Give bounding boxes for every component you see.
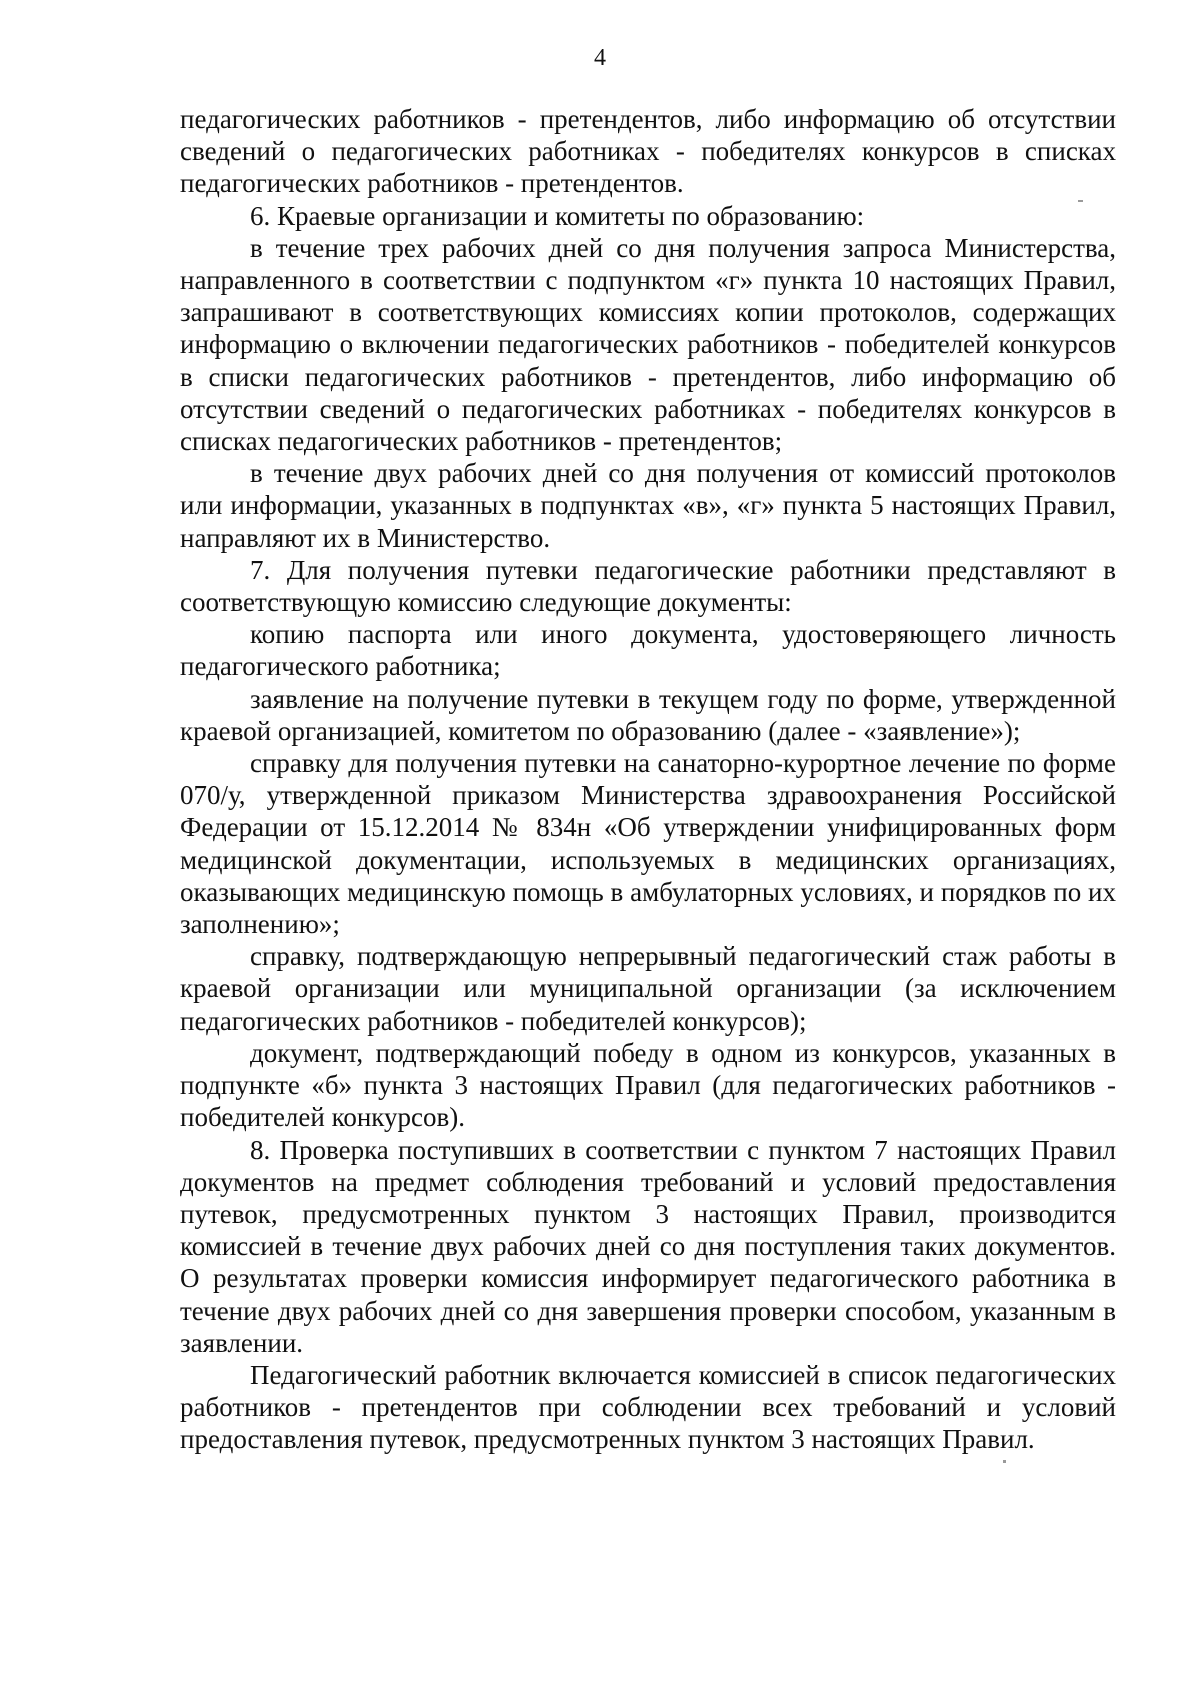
paragraph-continuation: педагогических работников - претендентов, либо информацию об отсутствии сведений о педагогических работниках - победителях конкурсов в списках педагогических работников - претендентов. xyxy=(180,104,1116,199)
scan-artifact xyxy=(1003,1460,1006,1463)
paragraph-item-6-heading: 6. Краевые организации и комитеты по образованию: xyxy=(250,200,865,231)
paragraph-application: заявление на получение путевки в текущем году по форме, утвержденной краевой организацией, комитетом по образованию (далее - «заявление»); xyxy=(180,683,1116,746)
paragraph-contest-winner-document: документ, подтверждающий победу в одном из конкурсов, указанных в подпункте «б» пункта 3 настоящих Правил (для педагогических работников - победителей конкурсов). xyxy=(180,1037,1116,1133)
paragraph-passport-copy: копию паспорта или иного документа, удостоверяющего личность педагогического работника; xyxy=(180,619,1116,682)
paragraph-item-6-request-protocols: в течение трех рабочих дней со дня получения запроса Министерства, направленного в соответствии с подпунктом «г» пункта 10 настоящих Правил, запрашивают в соответствующих комиссиях копии протоколов, содержащих информацию о включении педагогических работников - победителей конкурсов в списки педагогических работников - претендентов, либо информацию об отсутствии сведений о педагогических работниках - победителях конкурсов в списках педагогических работников - претендентов; xyxy=(180,232,1116,457)
document-body xyxy=(180,103,1116,1456)
page-number: 4 xyxy=(594,45,606,71)
paragraph-item-7-heading: 7. Для получения путевки педагогические работники представляют в соответствующую комиссию следующие документы: xyxy=(180,554,1116,618)
paragraph-work-experience-certificate: справку, подтверждающую непрерывный педагогический стаж работы в краевой организации или муниципальной организации (за исключением педагогических работников - победителей конкурсов); xyxy=(180,941,1116,1036)
paragraph-item-8-verification: 8. Проверка поступивших в соответствии с пунктом 7 настоящих Правил документов на предмет соблюдения требований и условий предоставления путевок, предусмотренных пунктом 3 настоящих Правил, производится комиссией в течение двух рабочих дней со дня поступления таких документов. О результатах проверки комиссия информирует педагогического работника в течение двух рабочих дней со дня завершения проверки способом, указанным в заявлении. xyxy=(180,1134,1116,1358)
paragraph-candidate-inclusion: Педагогический работник включается комиссией в список педагогических работников - претендентов при соблюдении всех требований и условий предоставления путевок, предусмотренных пунктом 3 настоящих Правил. xyxy=(180,1359,1116,1455)
scan-artifact xyxy=(1078,200,1083,202)
paragraph-item-6-send-to-ministry: в течение двух рабочих дней со дня получения от комиссий протоколов или информации, указанных в подпунктах «в», «г» пункта 5 настоящих Правил, направляют их в Министерство. xyxy=(180,458,1116,553)
paragraph-medical-certificate: справку для получения путевки на санаторно-курортное лечение по форме 070/у, утвержденной приказом Министерства здравоохранения Российской Федерации от 15.12.2014 № 834н «Об утверждении унифицированных форм медицинской документации, используемых в медицинских организациях, оказывающих медицинскую помощь в амбулаторных условиях, и порядков по их заполнению»; xyxy=(180,748,1116,940)
